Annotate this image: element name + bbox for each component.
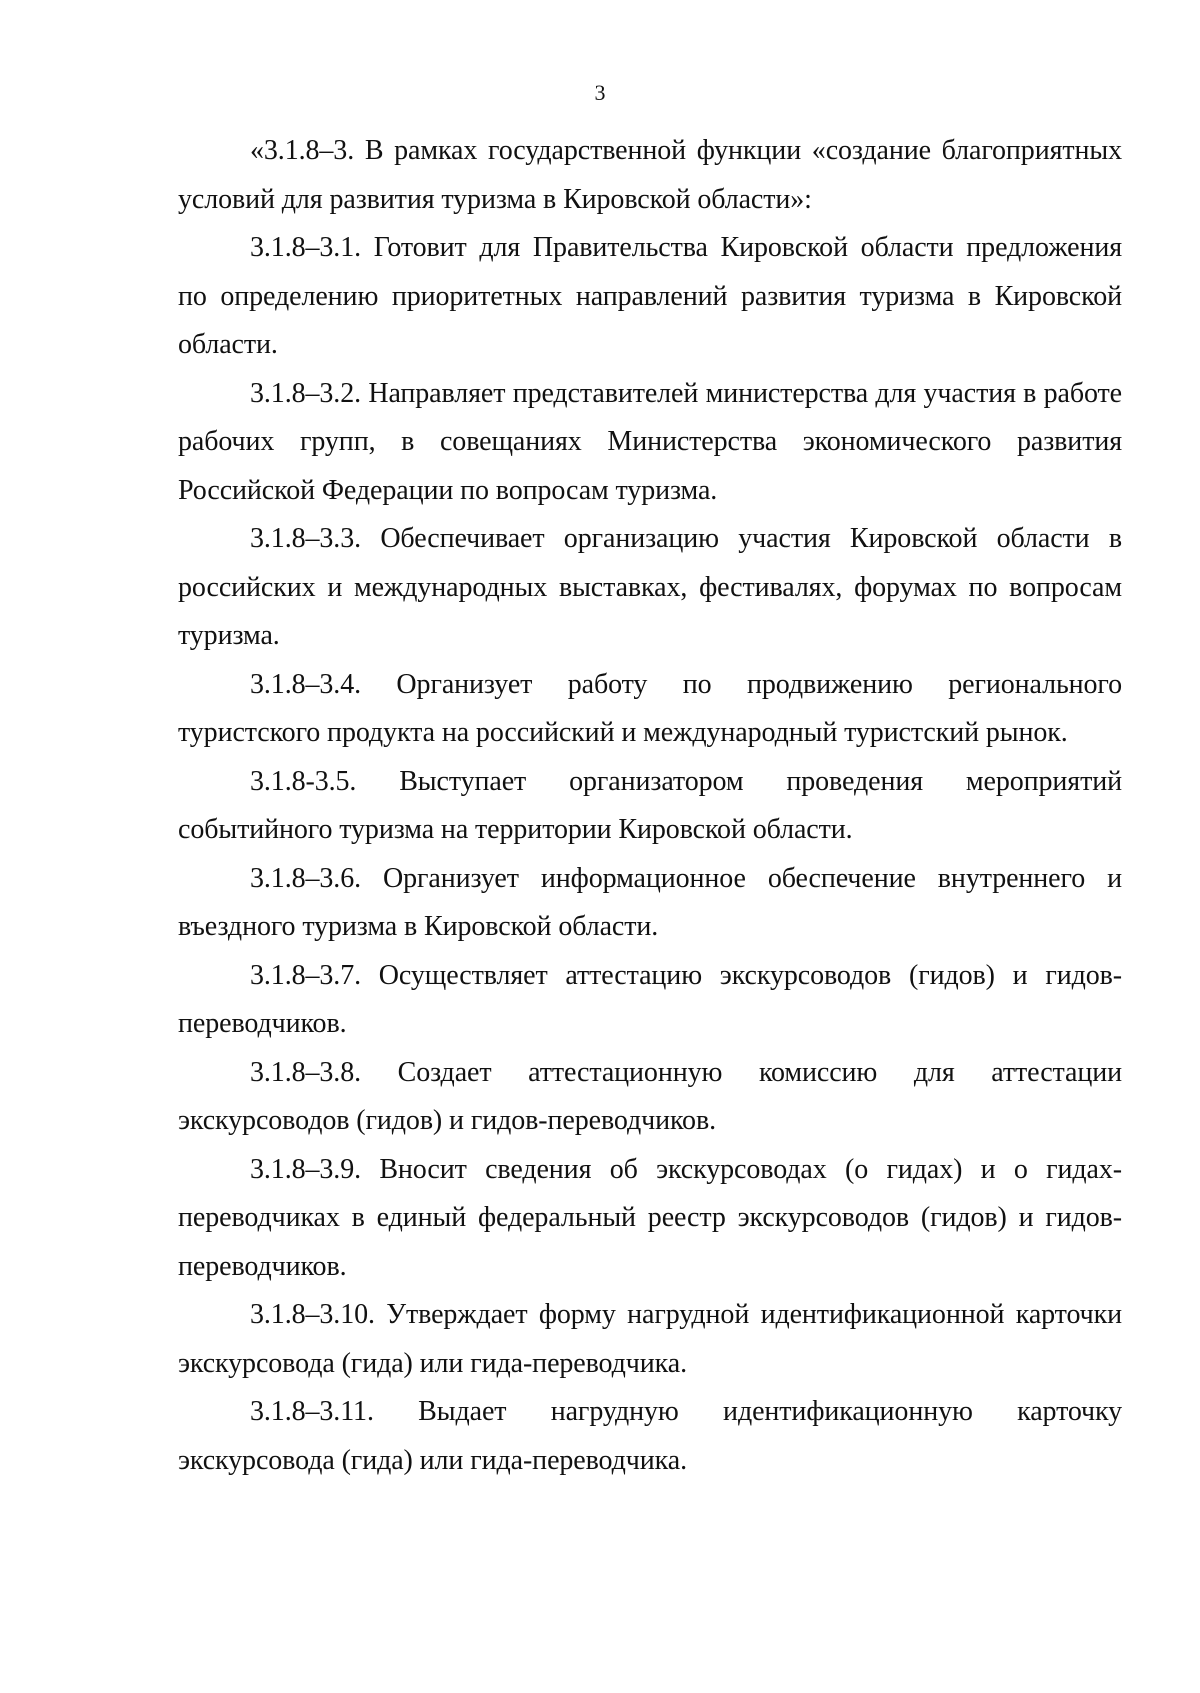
paragraph-3-1-8-3-11: 3.1.8–3.11. Выдает нагрудную идентификационную карточку экскурсовода (гида) или гида-переводчика.: [178, 1396, 1122, 1476]
paragraph-3-1-8-3-10: 3.1.8–3.10. Утверждает форму нагрудной идентификационной карточки экскурсовода (гида) или гида-переводчика.: [178, 1299, 1122, 1379]
paragraph-3-1-8-3-6: 3.1.8–3.6. Организует информационное обеспечение внутреннего и въездного туризма в Кировской области.: [178, 862, 1122, 942]
paragraph-3-1-8-3-5: 3.1.8-3.5. Выступает организатором проведения мероприятий событийного туризма на территории Кировской области.: [178, 765, 1122, 845]
paragraph-3-1-8-3-8: 3.1.8–3.8. Создает аттестационную комиссию для аттестации экскурсоводов (гидов) и гидов-переводчиков.: [178, 1056, 1122, 1136]
paragraph-3-1-8-3-4: 3.1.8–3.4. Организует работу по продвижению регионального туристского продукта на российский и международный туристский рынок.: [178, 668, 1122, 748]
page-number: 3: [594, 80, 606, 105]
document-body: [178, 127, 1122, 1485]
paragraph-3-1-8-3-1: 3.1.8–3.1. Готовит для Правительства Кировской области предложения по определению приоритетных направлений развития туризма в Кировской области.: [178, 232, 1122, 360]
paragraph-3-1-8-3-7: 3.1.8–3.7. Осуществляет аттестацию экскурсоводов (гидов) и гидов-переводчиков.: [178, 959, 1122, 1039]
paragraph-3-1-8-3-3: 3.1.8–3.3. Обеспечивает организацию участия Кировской области в российских и международных выставках, фестивалях, форумах по вопросам туризма.: [178, 523, 1122, 651]
paragraph-3-1-8-3-9: 3.1.8–3.9. Вносит сведения об экскурсоводах (о гидах) и о гидах-переводчиках в единый федеральный реестр экскурсоводов (гидов) и гидов-переводчиков.: [178, 1153, 1122, 1282]
paragraph-3-1-8-3-2: 3.1.8–3.2. Направляет представителей министерства для участия в работе рабочих групп, в совещаниях Министерства экономического развития Российской Федерации по вопросам туризма.: [178, 377, 1122, 506]
paragraph-3-1-8-3: «3.1.8–3. В рамках государственной функции «создание благоприятных условий для развития туризма в Кировской области»:: [178, 135, 1122, 215]
